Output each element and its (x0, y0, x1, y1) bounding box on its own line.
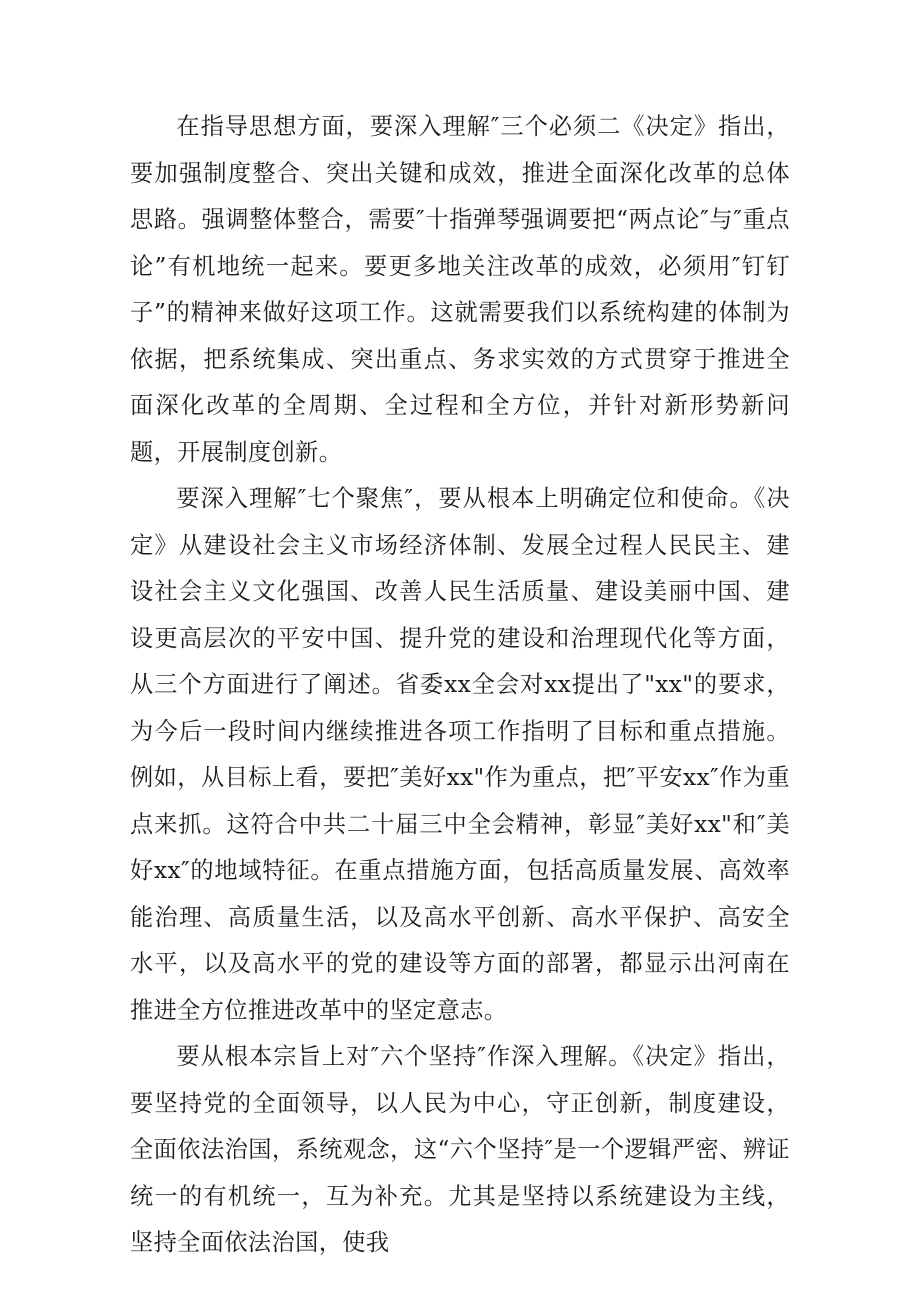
paragraph-seven-focuses: 要深入理解″七个聚焦″，要从根本上明确定位和使命。《决定》从建设社会主义市场经济体制、发展全过程人民民主、建设社会主义文化强国、改善人民生活质量、建设美丽中国、建设更高层次的平安中国、提升党的建设和治理现代化等方面，从三个方面进行了阐述。省委xx全会对xx提出了"xx"的要求，为今后一段时间内继续推进各项工作指明了目标和重点措施。例如，从目标上看，要把″美好xx"作为重点，把″平安xx″作为重点来抓。这符合中共二十届三中全会精神，彰显″美好xx"和″美好xx″的地域特征。在重点措施方面，包括高质量发展、高效率能治理、高质量生活，以及高水平创新、高水平保护、高安全水平，以及高水平的党的建设等方面的部署，都显示出河南在推进全方位推进改革中的坚定意志。 (130, 485, 790, 1024)
document-body (130, 104, 790, 1267)
paragraph-guiding-ideology: 在指导思想方面，要深入理解″三个必须二《决定》指出，要加强制度整合、突出关键和成效，推进全面深化改革的总体思路。强调整体整合，需要″十指弹琴强调要把“两点论″与″重点论”有机地统一起来。要更多地关注改革的成效，必须用″钉钉子”的精神来做好这项工作。这就需要我们以系统构建的体制为依据，把系统集成、突出重点、务求实效的方式贯穿于推进全面深化改革的全周期、全过程和全方位，并针对新形势新问题，开展制度创新。 (130, 113, 790, 466)
paragraph-six-adherences: 要从根本宗旨上对″六个坚持″作深入理解。《决定》指出，要坚持党的全面领导，以人民为中心，守正创新，制度建设，全面依法治国，系统观念，这“六个坚持″是一个逻辑严密、辨证统一的有机统一，互为补充。尤其是坚持以系统建设为主线，坚持全面依法治国，使我 (130, 1043, 790, 1256)
